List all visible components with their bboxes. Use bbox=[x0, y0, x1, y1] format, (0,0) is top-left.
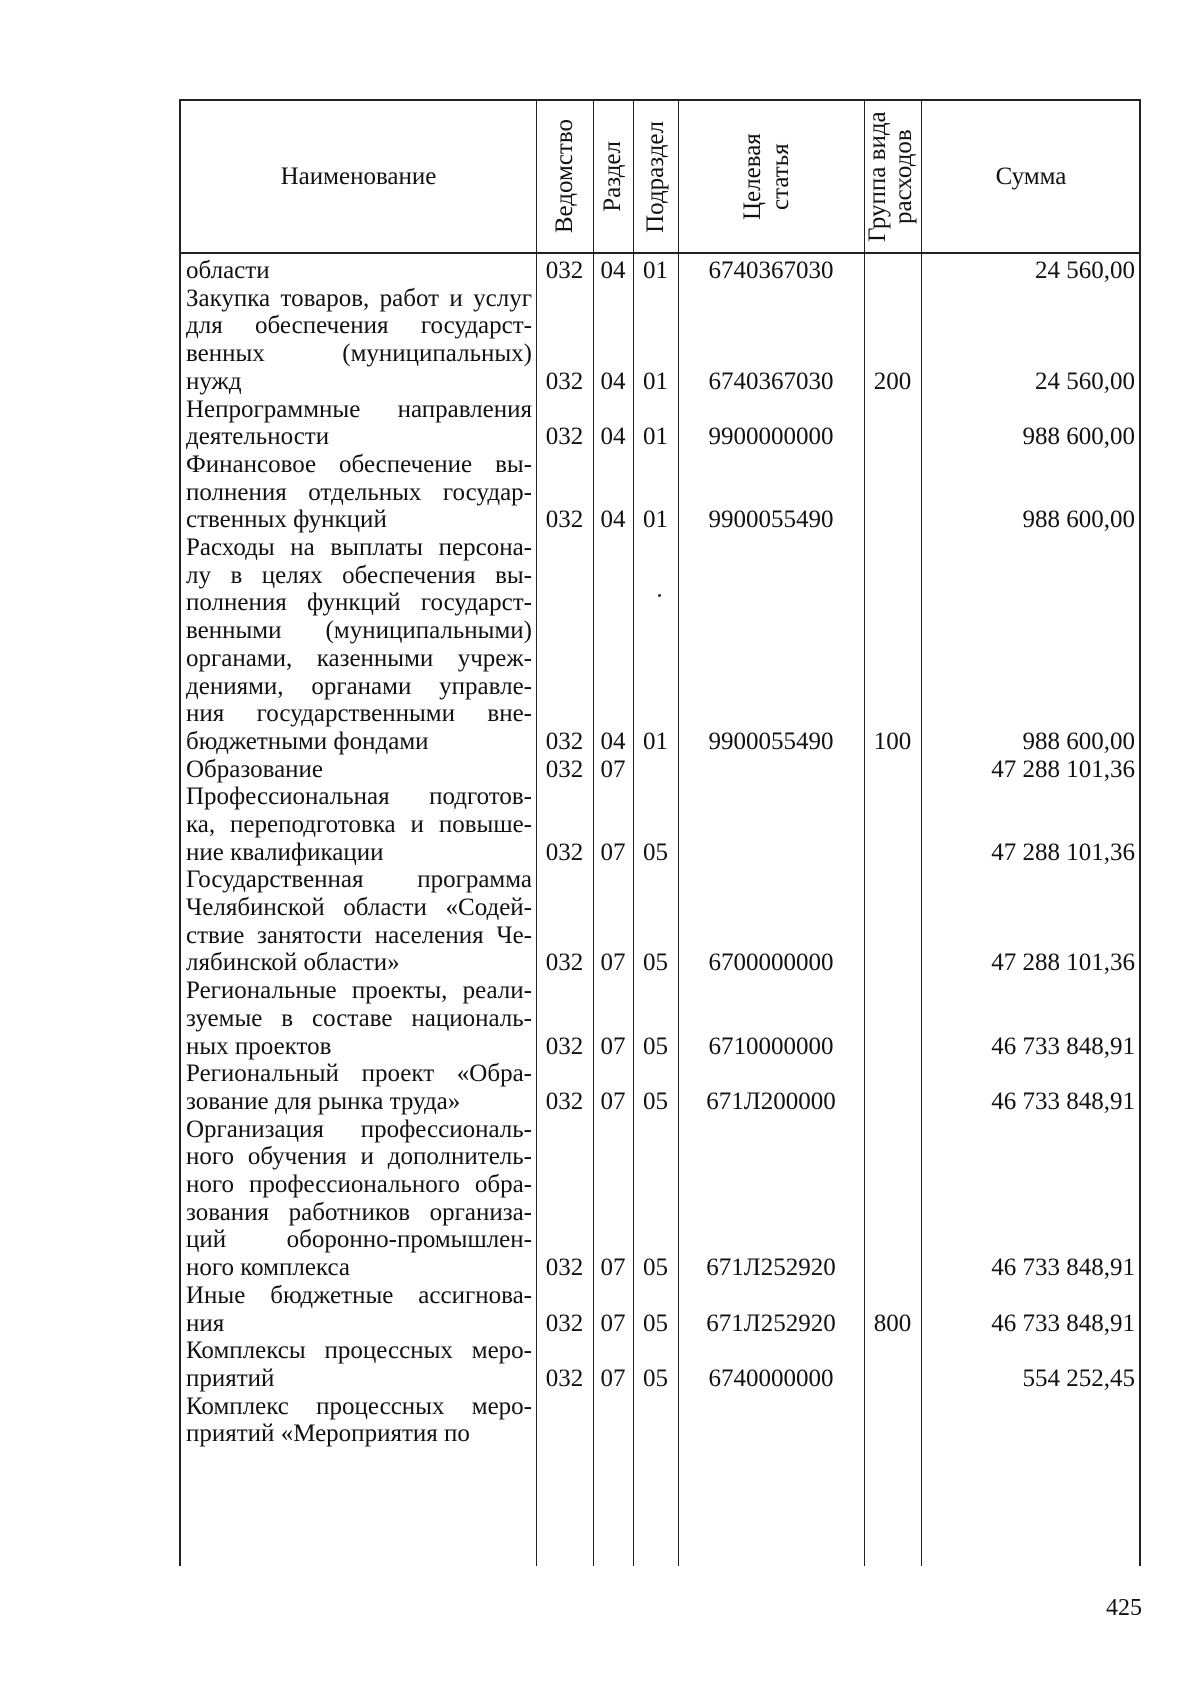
row-name-line: ния bbox=[186, 1309, 225, 1337]
cell-sum: 46 733 848,91 bbox=[991, 1254, 1135, 1282]
header-razdel-label: Раздел bbox=[599, 141, 626, 212]
header-gruppa bbox=[864, 101, 921, 252]
row-name-line: Комплексы процессных меро- bbox=[186, 1337, 532, 1365]
row-name-line: Комплекс процессных меро- bbox=[186, 1392, 532, 1420]
cell-cs: 671Л252920 bbox=[706, 1254, 836, 1282]
header-celevaya bbox=[678, 101, 864, 252]
table-row bbox=[181, 976, 1139, 1059]
row-name-line: для обеспечения государст- bbox=[186, 312, 532, 340]
cell-ved: 032 bbox=[545, 367, 584, 395]
cell-raz: 07 bbox=[600, 755, 626, 783]
cell-pod: 05 bbox=[643, 1254, 668, 1282]
row-name-line: лябинской области» bbox=[186, 949, 400, 977]
cell-ved: 032 bbox=[545, 838, 584, 866]
table-row bbox=[181, 284, 1139, 395]
table-row bbox=[181, 782, 1139, 865]
row-name-line: ка, переподготовка и повыше- bbox=[186, 810, 532, 838]
cell-vr: 100 bbox=[873, 727, 912, 755]
cell-sum: 554 252,45 bbox=[1022, 1364, 1135, 1392]
row-name-line: зование для рынка труда» bbox=[186, 1087, 461, 1115]
cell-sum: 988 600,00 bbox=[1022, 727, 1135, 755]
cell-sum: 46 733 848,91 bbox=[991, 1087, 1135, 1115]
table-row bbox=[181, 755, 1139, 783]
cell-pod: 01 bbox=[643, 367, 668, 395]
table-row bbox=[181, 1336, 1139, 1391]
row-name-line: зования работников организа- bbox=[186, 1198, 532, 1226]
cell-cs: 6740000000 bbox=[708, 1364, 834, 1392]
cell-sum: 46 733 848,91 bbox=[991, 1032, 1135, 1060]
row-name-line: Государственная программа bbox=[186, 866, 532, 894]
row-name-line: ние квалификации bbox=[186, 838, 384, 866]
budget-table bbox=[179, 99, 1141, 1566]
cell-ved: 032 bbox=[545, 727, 584, 755]
header-vedomstvo bbox=[536, 101, 593, 252]
cell-pod: 05 bbox=[643, 1087, 668, 1115]
table-row bbox=[181, 450, 1139, 533]
cell-sum: 46 733 848,91 bbox=[991, 1309, 1135, 1337]
cell-ved: 032 bbox=[545, 257, 584, 284]
cell-cs: 6700000000 bbox=[708, 949, 834, 977]
cell-ved: 032 bbox=[545, 1309, 584, 1337]
row-name-line: области bbox=[186, 257, 270, 284]
table-row bbox=[181, 1115, 1139, 1281]
cell-vr: 800 bbox=[873, 1309, 912, 1337]
table-row bbox=[181, 395, 1139, 450]
cell-ved: 032 bbox=[545, 506, 584, 534]
table-row bbox=[181, 1059, 1139, 1114]
header-gruppa-label: Группа вида расходов bbox=[863, 111, 917, 242]
cell-ved: 032 bbox=[545, 1364, 584, 1392]
cell-sum: 24 560,00 bbox=[1035, 367, 1135, 395]
cell-pod: 05 bbox=[643, 1032, 668, 1060]
header-podrazdel-label: Подраздел bbox=[641, 120, 669, 233]
row-name-line: приятий bbox=[186, 1364, 275, 1392]
cell-raz: 04 bbox=[600, 423, 626, 451]
cell-pod: 05 bbox=[643, 838, 668, 866]
cell-pod: 05 bbox=[643, 949, 668, 977]
table-row bbox=[181, 865, 1139, 976]
cell-raz: 07 bbox=[600, 1087, 626, 1115]
row-name-line: Челябинской области «Содей- bbox=[186, 894, 532, 922]
cell-ved: 032 bbox=[545, 1254, 584, 1282]
row-name-line: Финансовое обеспечение вы- bbox=[186, 450, 532, 478]
row-name-line: Закупка товаров, работ и услуг bbox=[186, 284, 532, 312]
cell-raz: 07 bbox=[600, 1364, 626, 1392]
cell-pod: 01 bbox=[643, 506, 668, 534]
header-razdel bbox=[593, 101, 633, 252]
header-vedomstvo-label: Ведомство bbox=[550, 119, 578, 234]
scan-speck bbox=[658, 594, 661, 597]
cell-sum: 988 600,00 bbox=[1022, 506, 1135, 534]
cell-pod: 01 bbox=[643, 423, 668, 451]
row-name-line: Иные бюджетные ассигнова- bbox=[186, 1281, 532, 1309]
cell-sum: 988 600,00 bbox=[1022, 423, 1135, 451]
row-name-line: Образование bbox=[186, 755, 324, 783]
row-name-line: Организация профессиональ- bbox=[186, 1115, 532, 1143]
row-name-line: нужд bbox=[186, 367, 242, 395]
cell-pod: 05 bbox=[643, 1364, 668, 1392]
row-name-line: Расходы на выплаты персона- bbox=[186, 534, 532, 561]
cell-cs: 6740367030 bbox=[708, 367, 834, 395]
cell-raz: 04 bbox=[600, 367, 626, 395]
table-row bbox=[181, 1392, 1139, 1447]
cell-sum: 47 288 101,36 bbox=[991, 755, 1135, 783]
cell-pod: 01 bbox=[643, 727, 668, 755]
cell-raz: 04 bbox=[600, 257, 626, 284]
cell-cs: 6710000000 bbox=[708, 1032, 834, 1060]
row-name-line: ного комплекса bbox=[186, 1254, 350, 1282]
header-summa bbox=[921, 101, 1141, 252]
cell-ved: 032 bbox=[545, 949, 584, 977]
row-name-line: ного профессионального обра- bbox=[186, 1171, 532, 1199]
row-name-line: Профессиональная подготов- bbox=[186, 783, 532, 811]
page-number: 425 bbox=[1106, 1595, 1142, 1621]
header-celevaya-label: Целевая статья bbox=[739, 133, 794, 220]
row-name-line: ных проектов bbox=[186, 1032, 332, 1060]
cell-cs: 9900055490 bbox=[708, 727, 834, 755]
cell-raz: 07 bbox=[600, 1254, 626, 1282]
row-name-line: ного обучения и дополнитель- bbox=[186, 1143, 532, 1171]
cell-pod: 05 bbox=[643, 1309, 668, 1337]
row-name-line: полнения функций государст- bbox=[186, 589, 532, 617]
table-row bbox=[181, 533, 1139, 755]
cell-ved: 032 bbox=[545, 755, 584, 783]
cell-cs: 9900000000 bbox=[708, 423, 834, 451]
cell-vr: 200 bbox=[873, 367, 912, 395]
cell-cs: 6740367030 bbox=[708, 257, 834, 284]
table-row bbox=[181, 1281, 1139, 1336]
row-name-line: дениями, органами управле- bbox=[186, 672, 532, 700]
cell-raz: 07 bbox=[600, 949, 626, 977]
row-name-line: зуемые в составе националь- bbox=[186, 1004, 532, 1032]
row-name-line: Региональные проекты, реали- bbox=[186, 977, 532, 1005]
row-name-line: ствие занятости населения Че- bbox=[186, 921, 532, 949]
header-summa-label: Сумма bbox=[995, 162, 1067, 190]
row-name-line: венных (муниципальных) bbox=[186, 340, 532, 368]
row-name-line: ственных функций bbox=[186, 506, 387, 534]
header-podrazdel bbox=[633, 101, 678, 252]
row-name-line: полнения отдельных государ- bbox=[186, 478, 532, 506]
cell-raz: 07 bbox=[600, 1309, 626, 1337]
row-name-line: приятий «Мероприятия по bbox=[186, 1420, 470, 1448]
row-name-line: Региональный проект «Обра- bbox=[186, 1060, 532, 1088]
cell-sum: 24 560,00 bbox=[1035, 257, 1135, 284]
table-body bbox=[181, 254, 1139, 1566]
row-name-line: бюджетными фондами bbox=[186, 727, 429, 755]
row-name-line: ния государственными вне- bbox=[186, 700, 532, 728]
cell-ved: 032 bbox=[545, 1087, 584, 1115]
header-name-label: Наименование bbox=[280, 162, 437, 190]
cell-raz: 07 bbox=[600, 1032, 626, 1060]
row-name-line: ций оборонно-промышлен- bbox=[186, 1226, 532, 1254]
cell-cs: 9900055490 bbox=[708, 506, 834, 534]
cell-raz: 07 bbox=[600, 838, 626, 866]
header-name bbox=[181, 101, 536, 252]
cell-pod: 01 bbox=[643, 257, 668, 284]
cell-raz: 04 bbox=[600, 506, 626, 534]
row-name-line: Непрограммные направления bbox=[186, 395, 532, 423]
row-name-line: лу в целях обеспечения вы- bbox=[186, 561, 532, 589]
cell-cs: 671Л252920 bbox=[706, 1309, 836, 1337]
row-name-line: венными (муниципальными) bbox=[186, 617, 532, 645]
cell-sum: 47 288 101,36 bbox=[991, 949, 1135, 977]
cell-raz: 04 bbox=[600, 727, 626, 755]
cell-sum: 47 288 101,36 bbox=[991, 838, 1135, 866]
row-name-line: деятельности bbox=[186, 423, 330, 451]
cell-ved: 032 bbox=[545, 1032, 584, 1060]
cell-cs: 671Л200000 bbox=[706, 1087, 836, 1115]
row-name-line: органами, казенными учреж- bbox=[186, 644, 532, 672]
table-row bbox=[181, 256, 1139, 284]
cell-ved: 032 bbox=[545, 423, 584, 451]
